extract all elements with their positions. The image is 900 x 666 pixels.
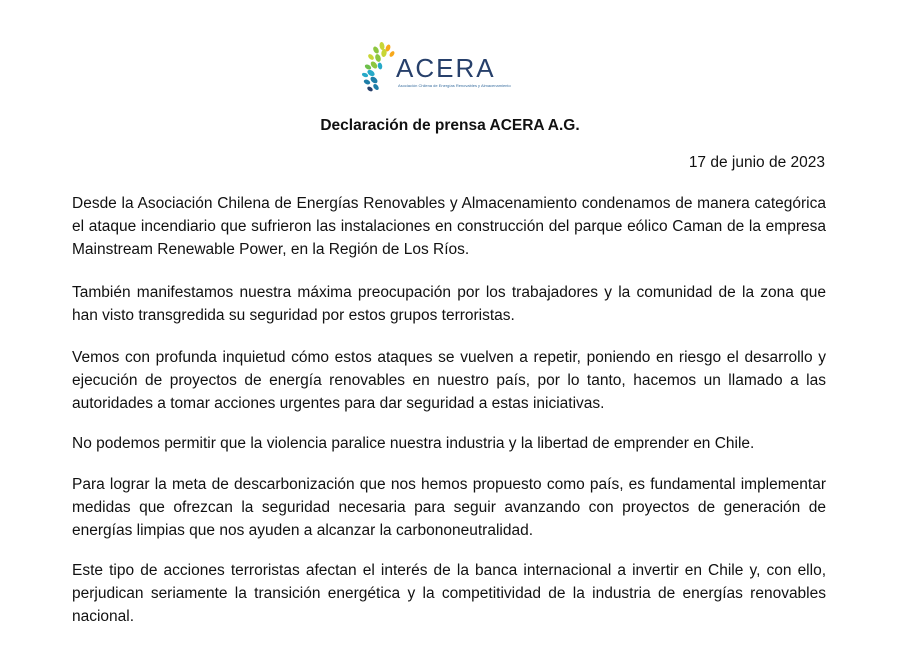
document-title: Declaración de prensa ACERA A.G. [320,117,580,134]
document-date: 17 de junio de 2023 [688,154,825,171]
paragraph: No podemos permitir que la violencia paralice nuestra industria y la libertad de emprender en Chile. [72,435,755,452]
logo-wordmark: ACERA [396,53,496,83]
acera-logo [362,40,511,96]
paragraph: Este tipo de acciones terroristas afectan el interés de la banca internacional a invertir en Chile y, con ello, perjudican seriamente la transición energética y la competitividad de la industria de energías renovables nacional. [72,562,826,625]
paragraph: Desde la Asociación Chilena de Energías Renovables y Almacenamiento condenamos de manera categórica el ataque incendiario que sufrieron las instalaciones en construcción del parque eólico Caman de la empresa Mainstream Renewable Power, en la Región de Los Ríos. [72,195,826,258]
paragraph: Para lograr la meta de descarbonización que nos hemos propuesto como país, es fundamental implementar medidas que ofrezcan la seguridad necesaria para seguir avanzando con proyectos de generación de energías limpias que nos ayuden a alcanzar la carbononeutralidad. [72,476,826,539]
paragraph: Vemos con profunda inquietud cómo estos ataques se vuelven a repetir, poniendo en riesgo el desarrollo y ejecución de proyectos de energía renovables en nuestro país, por lo tanto, hacemos un llamado a las autoridades a tomar acciones urgentes para dar seguridad a estas iniciativas. [72,349,826,412]
logo-tagline: Asociación Chilena de Energías Renovables y Almacenamiento [398,83,511,88]
paragraph: También manifestamos nuestra máxima preocupación por los trabajadores y la comunidad de la zona que han visto transgredida su seguridad por estos grupos terroristas. [72,284,826,324]
